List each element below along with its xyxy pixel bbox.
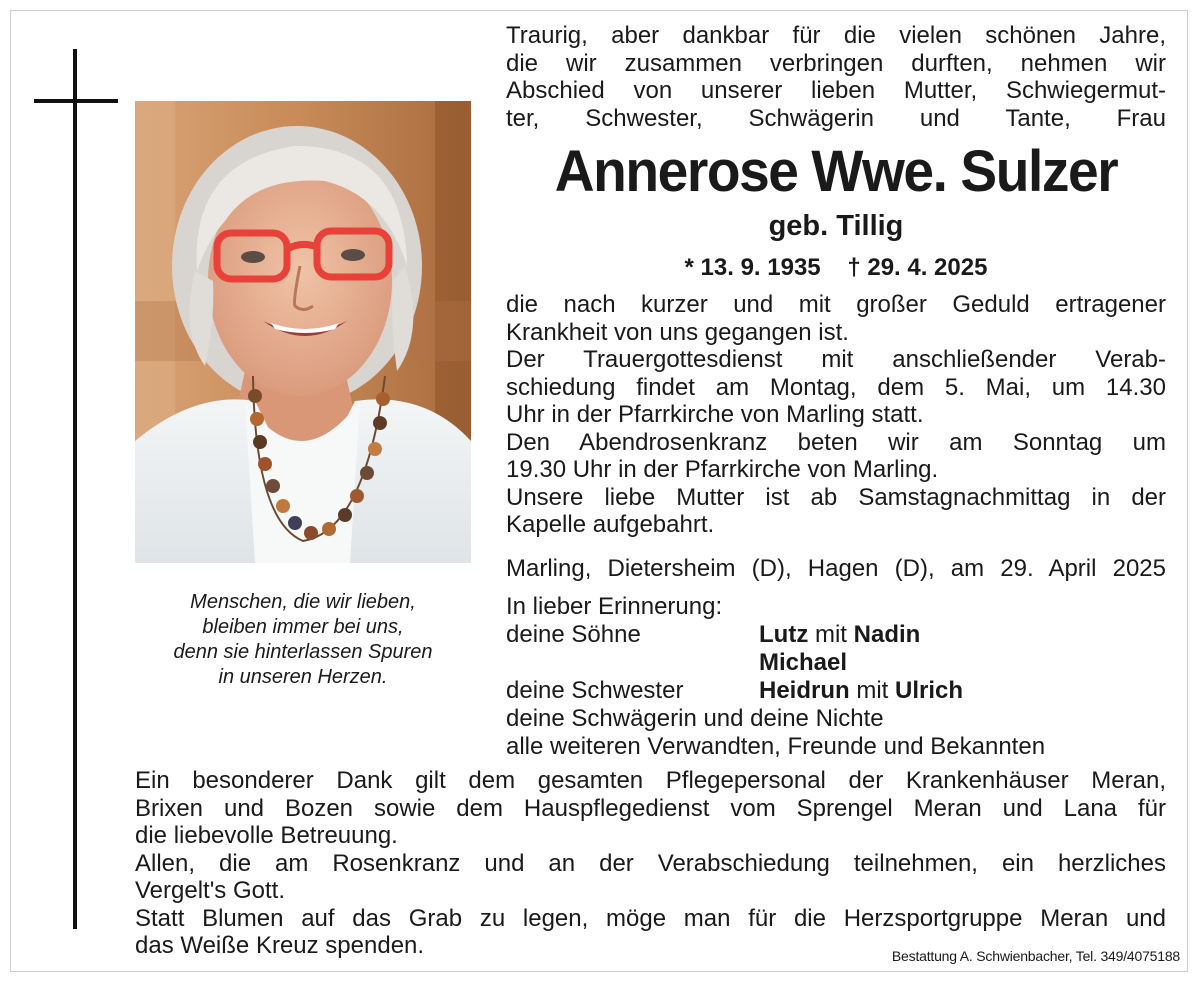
body-line: Der Trauergottesdienst mit anschließender Verab- bbox=[506, 346, 1166, 373]
quote-line: bleiben immer bei uns, bbox=[202, 616, 404, 638]
body-line: Unsere liebe Mutter ist ab Samstagnachmittag in der bbox=[506, 483, 1166, 511]
mourner-names bbox=[759, 677, 963, 705]
place-and-date: Marling, Dietersheim (D), Hagen (D), am 29. April 2025 bbox=[506, 555, 1166, 582]
connector: mit bbox=[808, 621, 854, 648]
born-name: geb. Tillig bbox=[768, 210, 904, 242]
intro-line: die wir zusammen verbringen durften, nehmen wir bbox=[506, 49, 1166, 77]
thanks-line: Brixen und Bozen sowie dem Hauspflegedienst vom Sprengel Meran und Lana für bbox=[135, 794, 1166, 822]
mourner-row-son2 bbox=[506, 649, 1166, 677]
mourners-heading: In lieber Erinnerung: bbox=[506, 593, 723, 620]
body-line: Den Abendrosenkranz beten wir am Sonntag um bbox=[506, 428, 1166, 456]
thanks-line: die liebevolle Betreuung. bbox=[135, 822, 398, 849]
thanks-line: Allen, die am Rosenkranz und an der Verabschiedung teilnehmen, ein herzliches bbox=[135, 849, 1166, 877]
announcement-body bbox=[506, 291, 1166, 539]
mourner-row-others bbox=[506, 733, 1166, 761]
intro-line: Traurig, aber dankbar für die vielen schönen Jahre, bbox=[506, 22, 1166, 49]
mourner-row-sons bbox=[506, 621, 1166, 649]
thanks-text bbox=[135, 767, 1166, 960]
thanks-line: Vergelt's Gott. bbox=[135, 877, 285, 904]
life-dates bbox=[506, 253, 1166, 283]
intro-line: ter, Schwester, Schwägerin und Tante, Frau bbox=[506, 104, 1166, 132]
mourner-names bbox=[759, 649, 847, 677]
body-line: Uhr in der Pfarrkirche von Marling statt. bbox=[506, 401, 924, 428]
quote-line: denn sie hinterlassen Spuren bbox=[173, 641, 433, 663]
relation-label: deine Söhne bbox=[506, 621, 641, 648]
intro-text bbox=[506, 22, 1166, 132]
portrait-photo bbox=[135, 101, 471, 563]
mourner-name: Nadin bbox=[853, 621, 921, 648]
relation-text: alle weiteren Verwandten, Freunde und Bekannten bbox=[506, 733, 1046, 760]
intro-line: Abschied von unserer lieben Mutter, Schwiegermut- bbox=[506, 77, 1166, 104]
mourner-name: Michael bbox=[759, 649, 848, 676]
mourner-name: Lutz bbox=[759, 621, 809, 648]
relation-text: deine Schwägerin und deine Nichte bbox=[506, 705, 884, 732]
body-line: Krankheit von uns gegangen ist. bbox=[506, 318, 849, 346]
mourner-row-sister bbox=[506, 677, 1166, 705]
cross-horizontal-bar bbox=[34, 99, 118, 103]
quote-line: Menschen, die wir lieben, bbox=[190, 591, 416, 613]
undertaker-credit: Bestattung A. Schwienbacher, Tel. 349/4075188 bbox=[891, 948, 1180, 964]
thanks-line: das Weiße Kreuz spenden. bbox=[135, 932, 425, 959]
death-date: † 29. 4. 2025 bbox=[847, 254, 988, 281]
body-line: Kapelle aufgebahrt. bbox=[506, 511, 715, 538]
mourner-name: Ulrich bbox=[895, 677, 964, 704]
body-line: 19.30 Uhr in der Pfarrkirche von Marling. bbox=[506, 456, 939, 483]
mourners-heading-row bbox=[506, 593, 1166, 621]
body-line: schiedung findet am Montag, dem 5. Mai, um 14.30 bbox=[506, 373, 1166, 401]
cross-vertical-bar bbox=[73, 49, 77, 929]
mourner-row-in-laws bbox=[506, 705, 1166, 733]
quote-line: in unseren Herzen. bbox=[218, 666, 388, 688]
mourner-names bbox=[759, 621, 920, 649]
relation-label: deine Schwester bbox=[506, 677, 684, 704]
thanks-line: Ein besonderer Dank gilt dem gesamten Pflegepersonal der Krankenhäuser Meran, bbox=[135, 767, 1166, 794]
connector: mit bbox=[849, 677, 895, 704]
memorial-quote bbox=[135, 590, 471, 690]
body-line: die nach kurzer und mit großer Geduld ertragener bbox=[506, 291, 1166, 318]
deceased-name: Annerose Wwe. Sulzer bbox=[554, 139, 1118, 204]
thanks-line: Statt Blumen auf das Grab zu legen, möge man für die Herzsportgruppe Meran und bbox=[135, 904, 1166, 932]
mourner-name: Heidrun bbox=[759, 677, 850, 704]
birth-date: * 13. 9. 1935 bbox=[684, 254, 821, 281]
mourners-list bbox=[506, 593, 1166, 761]
